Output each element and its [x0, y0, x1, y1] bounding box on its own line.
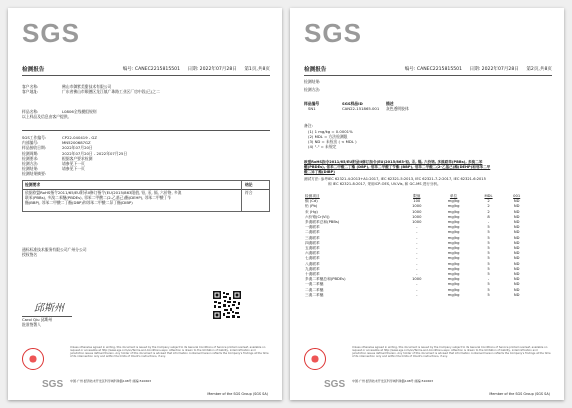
report-number: 编号: CANEC2215815501	[404, 67, 463, 72]
sample-col-b: SGS样品ID	[342, 101, 363, 106]
report-meta	[117, 66, 270, 72]
detail-row: 检测周期: 2022年07月20日 - 2022年07月25日	[22, 150, 128, 156]
detail-row: 检测结果: 请参见下一页	[22, 166, 85, 172]
terms-footer: Unless otherwise agreed in writing, this document is issued by the Company subject to its General Conditions of Service printed overleaf, available on request or accessible at http://www.sgs.com/en/Terms-and-Conditions.aspx. Attention is drawn to the limitation of liability, indemnification and jurisdiction issues defined therein. Any holder of this document is advised that information contained hereon reflects the Company's findings at the time of its intervention only and within the limits of Client's instructions, if any.	[352, 346, 551, 359]
sample-col-c: 描述	[386, 101, 394, 106]
table-row: 三溴二苯醚 - mg/kg 5 ND	[305, 292, 520, 297]
header-rule	[304, 75, 552, 76]
summary-res-header: 结论	[245, 182, 253, 187]
section-rule	[22, 130, 270, 131]
limits-line: 酸二异丁酯(DIBP)	[304, 170, 335, 174]
header-rule	[22, 75, 270, 76]
result-label: 检测结果:	[304, 79, 321, 84]
table-row: 七溴联苯 - mg/kg 5 ND	[305, 256, 520, 261]
report-header	[22, 64, 270, 74]
qr-code-icon	[212, 290, 242, 320]
limits-line: 醚(PBDEs), 邻苯二甲酸二丁酯 (DBP), 邻苯二甲酸丁苄酯 (BBP), 邻苯二甲酸二(2-乙基己)酯(DEHP)和邻苯二甲	[304, 165, 491, 169]
detail-row: 检测方法: 请参见下一页	[22, 161, 85, 167]
signature-image: 邱斯州	[34, 303, 64, 314]
table-row: 铅 (Pb) 1000 mg/kg 2 ND	[305, 204, 520, 209]
method-line: 测试方法: 参考IEC 62321-4:2013+A1:2017, IEC 62321-5:2013, IEC 62321-7-2:2017, IEC 62321-6:2015	[304, 177, 486, 181]
report-page-1	[8, 8, 282, 400]
report-title: 检测报告	[22, 67, 45, 73]
table-row: 汞 (Hg) 1000 mg/kg 2 ND	[305, 209, 520, 214]
table-row: 九溴联苯 - mg/kg 5 ND	[305, 266, 520, 271]
sign-company: 通标标准技术服务有限公司广州分公司	[22, 247, 87, 252]
table-row: 镉 (Cd) 100 mg/kg 2 ND	[305, 199, 520, 204]
client-address-row: 客户地址: 广东省佛山市顺德区龙江镇广珠路工业区厂房中段(已)之二	[22, 89, 160, 95]
detail-row: SGS工作编号: CP22-040419 - GZ	[22, 135, 97, 140]
sample-name-row: 样品名称: L0806全线模组规则	[22, 109, 97, 114]
signer-role: 批准签署人	[22, 322, 41, 327]
report-date: 日期: 2022年07月28日	[469, 67, 519, 72]
note-item: (4) "-" = 未规定	[308, 144, 337, 149]
sample-id: SN1	[308, 106, 316, 111]
detail-row: 内部编号: MN5200687GZ	[22, 140, 91, 146]
client-name-row: 客户名称: 佛山市御紫美甜技术有限公司	[22, 84, 112, 89]
footer-sgs-logo: SGS	[42, 379, 64, 390]
note-item: (3) ND = 未检出 ( < MDL )	[308, 139, 357, 144]
summary-req-line: 依据欧盟RoHS指令2011/65/EU附录II修订指令(EU)2015/863限值, 铅, 汞, 镉, 六价铬, 多溴	[25, 190, 182, 195]
member-text: Member of the SGS Group (SGS SA)	[489, 392, 550, 396]
detail-row: 样品接收日期: 2022年07月20日	[22, 145, 93, 151]
limits-line: 欧盟RoHS指令2011/65/EU附录II修订指令(EU)2015/863-铅, 汞, 镉, 六价铬, 多溴联苯(PBBs), 多溴二苯	[304, 160, 483, 164]
detail-row: 检测要求: 根据客户要求检测	[22, 155, 93, 161]
footer-sgs-logo: SGS	[324, 379, 346, 390]
sgs-sample-id: CAN22-151865.001	[342, 106, 380, 111]
table-row: 八溴联苯 - mg/kg 5 ND	[305, 261, 520, 266]
table-row: 五溴联苯 - mg/kg 5 ND	[305, 246, 520, 251]
footer-address: 中国·广州·经济技术开发区科学城科珠路198号 邮编:510663	[70, 379, 152, 383]
sample-col-a: 样品编号	[304, 101, 320, 106]
official-seal-icon	[304, 348, 326, 370]
summary-req-line: 酯(BBP), 邻苯二甲酸二丁酯(DBP)和邻苯二甲酸二异丁酯(DIBP)	[25, 200, 133, 205]
table-row: 一溴联苯 - mg/kg 5 ND	[305, 225, 520, 230]
report-header	[304, 64, 552, 74]
table-row: 三溴联苯 - mg/kg 5 ND	[305, 235, 520, 240]
table-row: 二溴二苯醚 - mg/kg 5 ND	[305, 287, 520, 292]
sample-description: 灰色透明胶体	[386, 106, 409, 111]
table-row: 六价铬(Cr(VI)) 1000 mg/kg 8 ND	[305, 214, 520, 219]
sgs-logo: SGS	[304, 18, 362, 48]
table-row: 六溴联苯 - mg/kg 5 ND	[305, 251, 520, 256]
results-header-row: 检测项目 限值 单位 MDL 001	[305, 194, 521, 198]
method-line: 和 IEC 62321-8:2017, 采用ICP-OES, UV-Vis, 和 GC-MS 进行分析。	[328, 182, 441, 186]
summary-req-line: 联苯(PBBs), 多溴二苯醚(PBDEs), 邻苯二甲酸二(2-乙基己)酯(DEHP), 邻苯二甲酸丁苄	[25, 195, 172, 200]
sign-title: 授权签名	[22, 252, 38, 257]
member-text: Member of the SGS Group (SGS SA)	[207, 392, 268, 396]
footer-address: 中国·广州·经济技术开发区科学城科珠路198号 邮编:510663	[352, 379, 434, 383]
report-meta	[399, 66, 552, 72]
report-title: 检测报告	[304, 67, 327, 73]
report-date: 日期: 2022年07月28日	[187, 67, 237, 72]
summary-table	[22, 180, 270, 212]
note-item: (2) MDL = 方法检测限	[308, 134, 348, 139]
signer-name: Carol Qiu 邱斯州	[22, 317, 53, 322]
page-number: 第2页,共8页	[526, 67, 552, 72]
method-label: 检测方法:	[304, 87, 321, 92]
notes-label: 备注:	[304, 123, 313, 128]
summary-req-header: 检测要求	[25, 182, 41, 187]
sample-note: 以上样品及信息由客户提供。	[22, 114, 72, 120]
results-table	[304, 194, 530, 298]
summary-label: 检测结果摘要:	[22, 171, 47, 177]
table-row: 二溴联苯 - mg/kg 5 ND	[305, 230, 520, 235]
sample-info	[22, 109, 97, 119]
report-page-2	[290, 8, 564, 400]
sgs-logo: SGS	[22, 18, 80, 48]
client-info	[22, 84, 160, 94]
job-details	[22, 135, 127, 177]
report-number: 编号: CANEC2215815501	[122, 67, 181, 72]
table-row: 多溴二苯醚总和(PBDEs) 1000 mg/kg - ND	[305, 277, 520, 282]
summary-result: 符合	[245, 190, 253, 195]
page-number: 第1页,共8页	[244, 67, 270, 72]
table-row: 多溴联苯总和(PBBs) 1000 mg/kg - ND	[305, 220, 520, 225]
table-row: 十溴联苯 - mg/kg 5 ND	[305, 272, 520, 277]
note-item: (1) 1 mg/kg = 0.0001%	[308, 129, 353, 134]
official-seal-icon	[22, 348, 44, 370]
terms-footer: Unless otherwise agreed in writing, this document is issued by the Company subject to its General Conditions of Service printed overleaf, available on request or accessible at http://www.sgs.com/en/Terms-and-Conditions.aspx. Attention is drawn to the limitation of liability, indemnification and jurisdiction issues defined therein. Any holder of this document is advised that information contained hereon reflects the Company's findings at the time of its intervention only and within the limits of Client's instructions, if any.	[70, 346, 269, 359]
table-row: 一溴二苯醚 - mg/kg 5 ND	[305, 282, 520, 287]
table-row: 四溴联苯 - mg/kg 5 ND	[305, 240, 520, 245]
